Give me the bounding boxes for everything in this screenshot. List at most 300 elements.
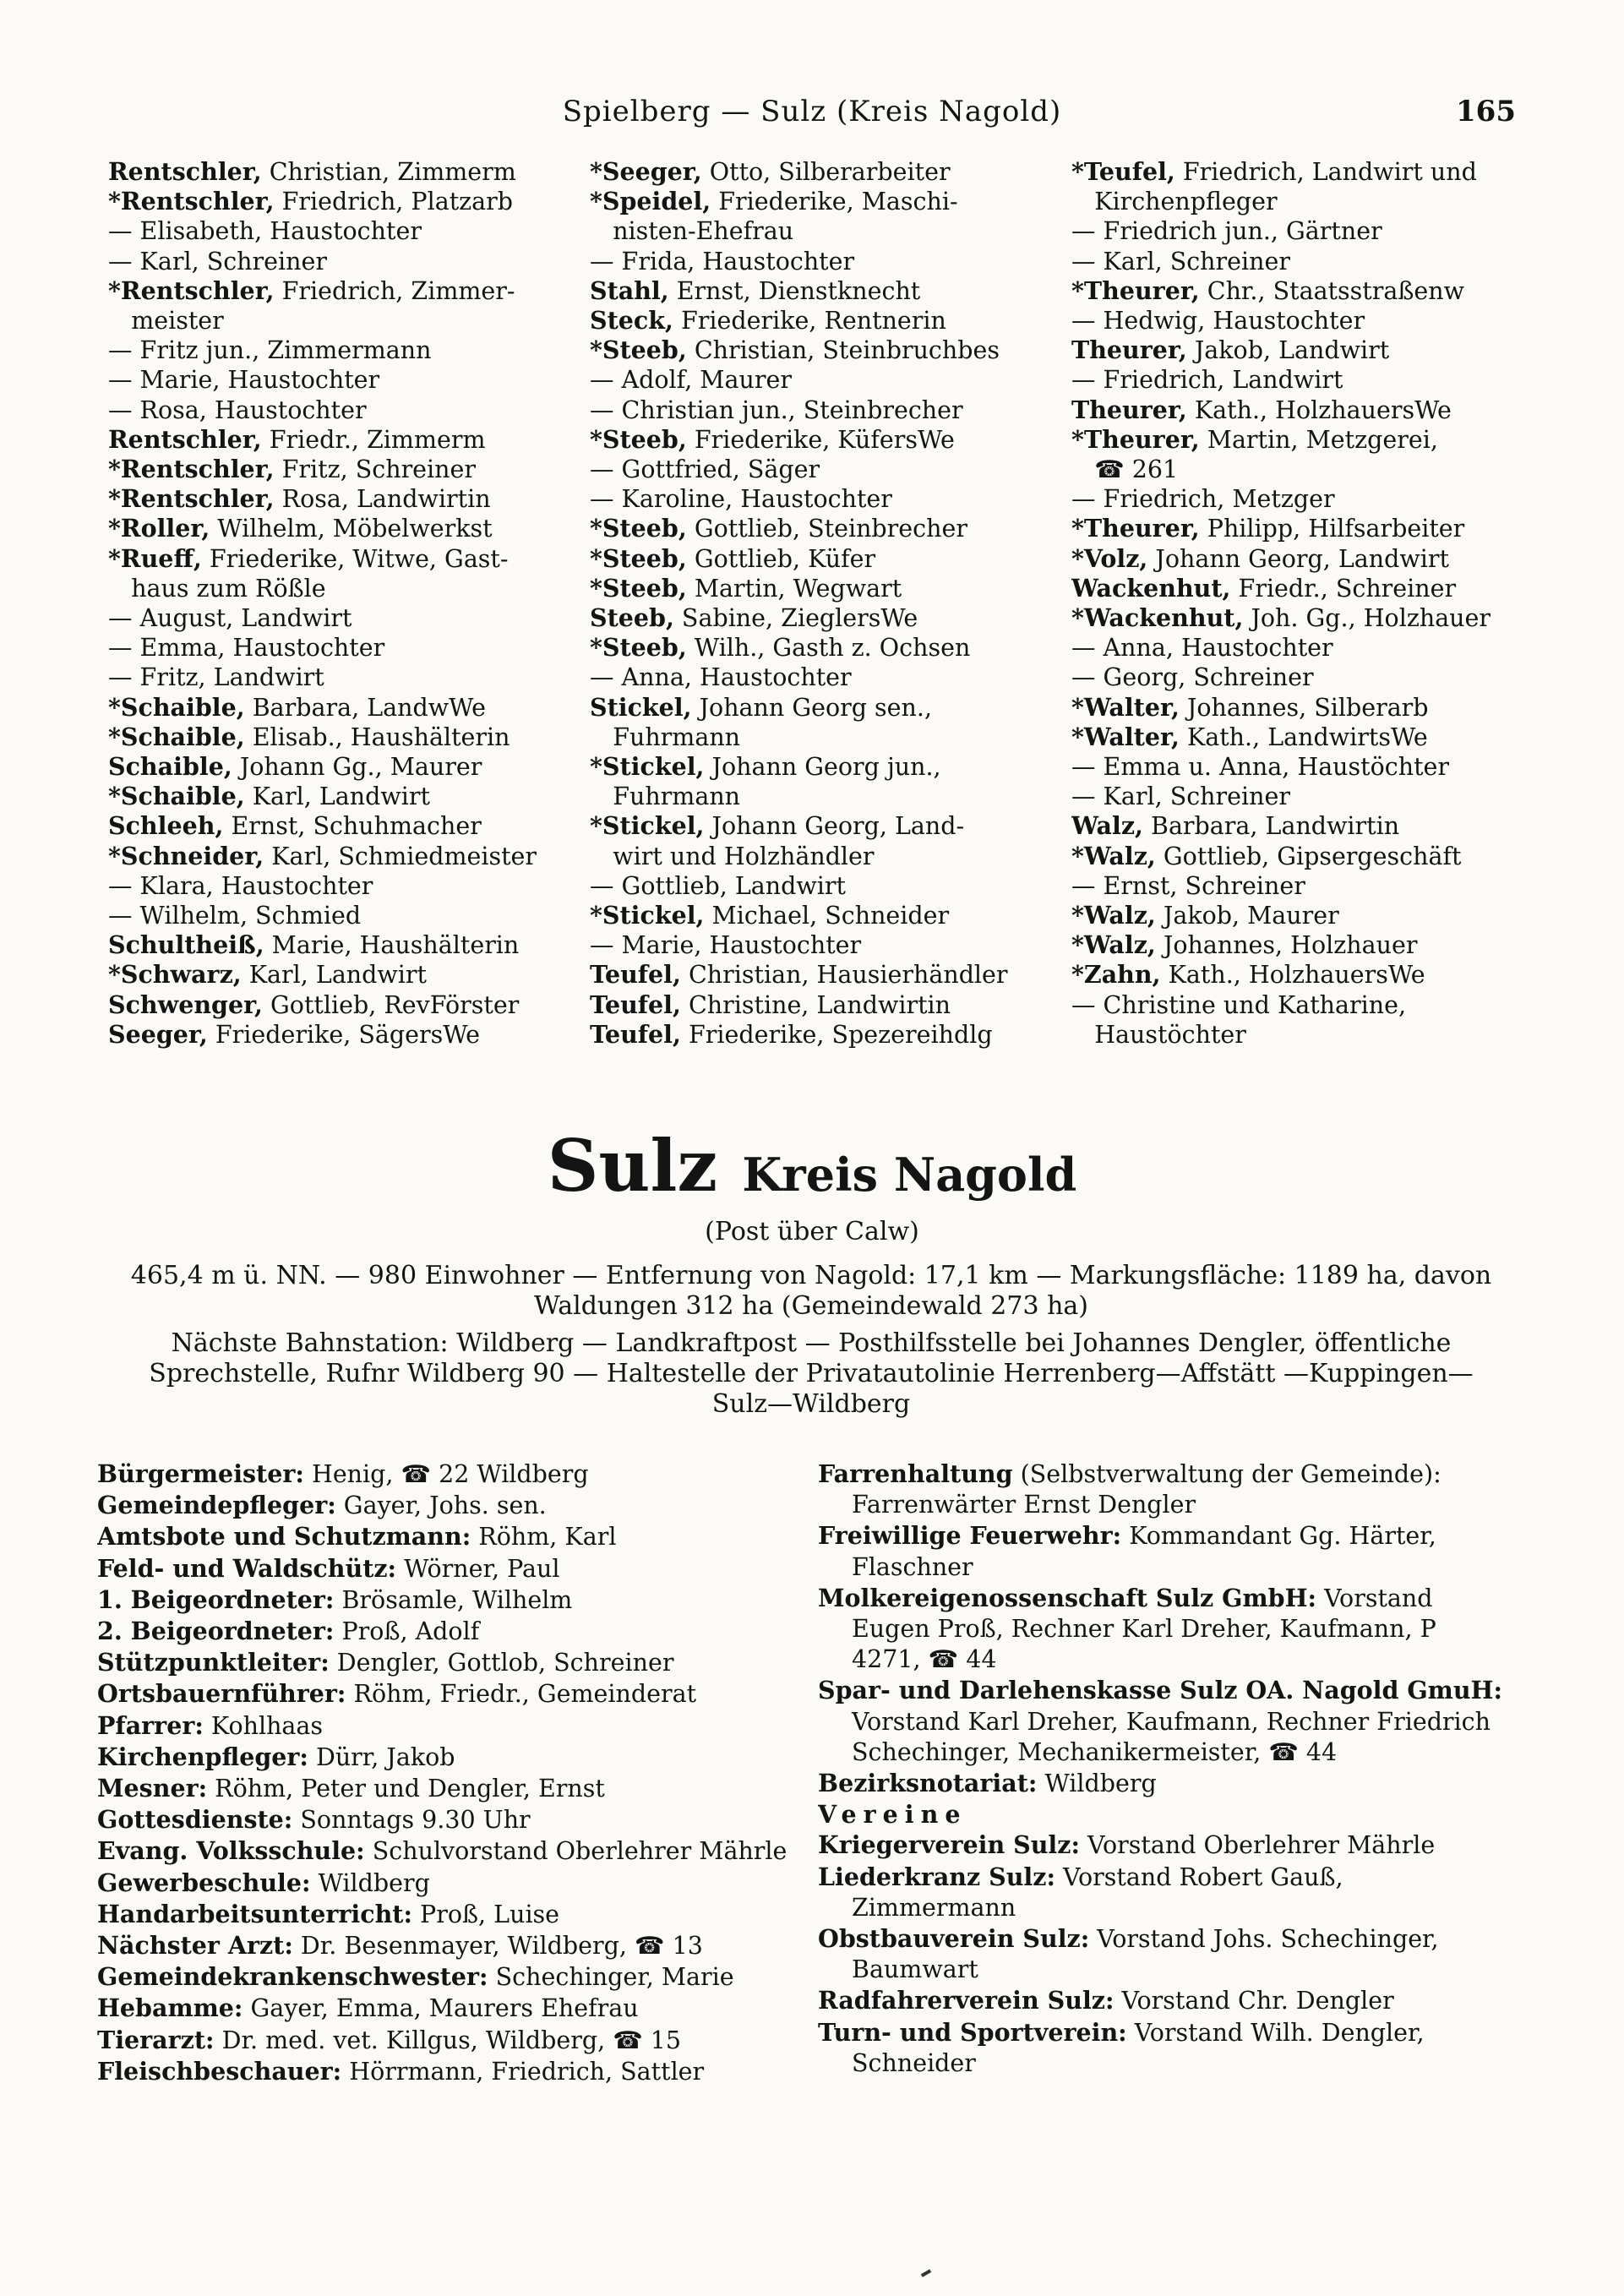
resident-entry: [1071, 573, 1528, 603]
resident-entry: [108, 543, 564, 574]
resident-entry: [108, 247, 564, 276]
resident-entry-text: Friedrich, Zimmer-: [274, 276, 515, 305]
verein-entry-text: Vorstand Johs. Schechinger, Baumwart: [852, 1925, 1439, 1984]
resident-entry-text: Jakob, Maurer: [1155, 902, 1339, 930]
resident-entry: [590, 275, 1046, 306]
organization-entry-name: Spar- und Darlehenskasse Sulz OA. Nagold GmuH:: [818, 1676, 1502, 1705]
official-entry: [97, 1868, 798, 1899]
resident-entry-text: Martin, Wegwart: [686, 574, 902, 603]
resident-entry: [590, 811, 1046, 841]
verein-entry-text: Vorstand Robert Gauß, Zimmermann: [852, 1862, 1343, 1922]
page-number: 165: [1456, 95, 1516, 128]
official-entry: [97, 1710, 798, 1742]
official-entry-text: Brösamle, Wilhelm: [334, 1585, 573, 1614]
resident-entry: [590, 752, 1046, 782]
official-entry-text: Wörner, Paul: [396, 1554, 560, 1583]
resident-entry-text: Kath., LandwirtsWe: [1179, 723, 1428, 751]
section-info: [127, 1261, 1496, 1420]
resident-entry-name: *Walz,: [1071, 841, 1156, 870]
resident-entry-name: Schleeh,: [108, 811, 224, 841]
resident-entry-name: *Schaible,: [108, 782, 245, 811]
organization-entry-text: Wildberg: [1037, 1770, 1157, 1798]
resident-entry: [590, 424, 1046, 455]
official-entry: [97, 1490, 798, 1521]
official-entry: [97, 1930, 798, 1961]
resident-entry: [108, 871, 564, 901]
resident-entry-text: — Marie, Haustochter: [108, 366, 380, 395]
official-entry-text: Gayer, Johs. sen.: [335, 1492, 547, 1520]
resident-entry-name: Stickel,: [590, 692, 692, 722]
resident-entry: [590, 960, 1046, 990]
organization-entry-name: Molkereigenossenschaft Sulz GmbH:: [818, 1583, 1317, 1612]
resident-entry-name: Seeger,: [108, 1019, 208, 1049]
resident-entry-text: Johann Georg sen.,: [691, 693, 933, 722]
resident-list: [108, 157, 1528, 1061]
official-entry-text: Schechinger, Marie: [488, 1963, 734, 1992]
resident-column-1: [108, 157, 564, 1061]
official-entry: [97, 1993, 798, 2024]
official-entry-text: Kohlhaas: [203, 1711, 324, 1740]
resident-entry-text: — Christian jun., Steinbrecher: [590, 395, 963, 424]
resident-entry: [590, 723, 1046, 752]
resident-entry-name: *Steeb,: [590, 633, 687, 663]
resident-entry-text: Gottlieb, Gipsergeschäft: [1155, 842, 1462, 870]
resident-entry-name: *Volz,: [1071, 543, 1148, 573]
resident-entry-text: Kath., HolzhauersWe: [1186, 395, 1452, 424]
verein-entry-name: Liederkranz Sulz:: [818, 1862, 1055, 1891]
resident-entry-text: Friederike, Spezereihdlg: [680, 1020, 993, 1049]
resident-entry: [1071, 692, 1528, 723]
resident-entry-text: Fuhrmann: [590, 783, 741, 811]
resident-entry: [1071, 514, 1528, 543]
resident-entry: [1071, 247, 1528, 276]
resident-entry-text: Barbara, LandwWe: [244, 693, 487, 722]
official-entry-name: Gewerbeschule:: [97, 1868, 311, 1897]
section-title-sub: Kreis Nagold: [742, 1148, 1077, 1202]
official-entry: [97, 1804, 798, 1835]
official-entry-text: Hörrmann, Friedrich, Sattler: [341, 2057, 705, 2086]
resident-entry: [1071, 455, 1528, 484]
official-entry-name: Kirchenpfleger:: [97, 1742, 308, 1771]
verein-entry: [818, 2017, 1511, 2079]
official-entry-name: Evang. Volksschule:: [97, 1836, 365, 1866]
resident-entry: [1071, 1020, 1528, 1050]
resident-entry: [590, 603, 1046, 633]
official-entry: [97, 1647, 798, 1678]
resident-entry: [1071, 306, 1528, 335]
official-entry-text: Proß, Luise: [411, 1900, 560, 1928]
official-entry-name: Bürgermeister:: [97, 1459, 304, 1488]
resident-entry-text: — Wilhelm, Schmied: [108, 902, 362, 930]
resident-entry-name: *Stickel,: [590, 752, 705, 782]
verein-entry-name: Turn- und Sportverein:: [818, 2017, 1127, 2047]
resident-entry: [1071, 424, 1528, 455]
resident-entry-name: *Steeb,: [590, 424, 687, 454]
section-post-note: (Post über Calw): [705, 1217, 919, 1246]
resident-entry-name: Teufel,: [590, 990, 681, 1019]
official-entry-name: Ortsbauernführer:: [97, 1679, 346, 1709]
resident-entry: [1071, 187, 1528, 216]
officials-list: [97, 1459, 798, 2177]
resident-entry-name: *Theurer,: [1071, 424, 1200, 454]
resident-entry-text: Fuhrmann: [590, 723, 741, 751]
resident-entry: [108, 187, 564, 216]
verein-entry-name: Kriegerverein Sulz:: [818, 1830, 1080, 1860]
official-entry-name: Feld- und Waldschütz:: [97, 1553, 397, 1583]
resident-entry-text: — Gottlieb, Landwirt: [590, 871, 846, 900]
resident-entry: [108, 306, 564, 335]
official-entry: [97, 1459, 798, 1490]
official-entry-name: Gemeindekrankenschwester:: [97, 1962, 488, 1992]
resident-entry-text: — Elisabeth, Haustochter: [108, 217, 422, 246]
resident-entry-text: Kath., HolzhauersWe: [1160, 961, 1425, 990]
resident-entry-text: Haustöchter: [1071, 1020, 1246, 1049]
resident-entry-text: Jakob, Landwirt: [1186, 336, 1390, 365]
resident-entry-text: Christian, Steinbruchbes: [686, 336, 1000, 365]
resident-entry-name: *Steeb,: [590, 335, 687, 365]
resident-entry-name: *Seeger,: [590, 157, 702, 186]
resident-entry-name: *Steeb,: [590, 573, 687, 603]
resident-entry-text: — Anna, Haustochter: [1071, 634, 1333, 663]
organization-entry-text: Kommandant Gg. Härter, Flaschner: [852, 1522, 1436, 1581]
resident-entry-text: Elisab., Haushälterin: [244, 723, 510, 751]
resident-entry: [590, 187, 1046, 216]
official-entry: [97, 1678, 798, 1710]
resident-entry: [1071, 395, 1528, 425]
resident-entry: [1071, 901, 1528, 930]
resident-entry-text: meister: [108, 307, 224, 335]
official-entry-text: Röhm, Friedr., Gemeinderat: [346, 1680, 697, 1709]
official-entry-text: Dengler, Gottlob, Schreiner: [329, 1649, 674, 1677]
resident-entry-text: — Friedrich jun., Gärtner: [1071, 217, 1382, 246]
resident-entry: [590, 573, 1046, 603]
resident-entry-name: Walz,: [1071, 811, 1143, 841]
resident-entry: [590, 901, 1046, 930]
resident-entry-name: Steeb,: [590, 603, 674, 633]
resident-entry-name: *Zahn,: [1071, 960, 1161, 990]
resident-entry-name: Stahl,: [590, 275, 669, 305]
resident-entry-text: — Karl, Schreiner: [1071, 783, 1290, 811]
resident-entry-text: — Emma, Haustochter: [108, 634, 385, 663]
resident-entry-name: Schultheiß,: [108, 930, 264, 960]
resident-entry-name: Teufel,: [590, 1019, 681, 1049]
resident-entry: [590, 365, 1046, 395]
official-entry-text: Dürr, Jakob: [308, 1742, 455, 1771]
resident-entry: [1071, 663, 1528, 692]
resident-entry-text: Philipp, Hilfsarbeiter: [1199, 515, 1465, 543]
resident-entry: [1071, 157, 1528, 187]
resident-entry: [590, 1019, 1046, 1050]
resident-entry-text: — Marie, Haustochter: [590, 931, 862, 960]
resident-entry-name: *Rentschler,: [108, 275, 275, 305]
resident-entry-text: — Klara, Haustochter: [108, 871, 373, 900]
resident-entry: [590, 990, 1046, 1020]
resident-entry-text: Karl, Schmiedmeister: [264, 842, 537, 870]
resident-entry-text: Michael, Schneider: [704, 902, 950, 930]
resident-entry-text: — Rosa, Haustochter: [108, 395, 367, 424]
resident-entry-text: wirt und Holzhändler: [590, 842, 875, 870]
resident-entry-text: — Karl, Schreiner: [108, 247, 327, 275]
resident-entry: [1071, 752, 1528, 782]
official-entry: [97, 1521, 798, 1552]
resident-entry-text: Friederike, Maschi-: [711, 188, 958, 216]
resident-entry-text: Friederike, Witwe, Gast-: [201, 544, 509, 573]
resident-entry-text: — Karoline, Haustochter: [590, 485, 892, 514]
official-entry-name: Amtsbote und Schutzmann:: [97, 1522, 471, 1552]
resident-entry-name: *Rentschler,: [108, 484, 275, 514]
official-entry: [97, 1899, 798, 1930]
resident-entry-name: *Rueff,: [108, 543, 202, 573]
official-entry-name: Pfarrer:: [97, 1710, 204, 1740]
resident-entry: [108, 692, 564, 723]
official-entry-text: Gayer, Emma, Maurers Ehefrau: [243, 1994, 639, 2023]
resident-entry-text: Friedrich, Platzarb: [274, 188, 514, 216]
resident-entry-name: Schaible,: [108, 752, 232, 782]
official-entry-text: Röhm, Karl: [471, 1523, 617, 1552]
resident-entry-name: *Speidel,: [590, 187, 711, 216]
resident-entry-name: *Stickel,: [590, 811, 705, 841]
resident-column-3: [1071, 157, 1528, 1061]
resident-entry: [1071, 603, 1528, 633]
organization-entry: [818, 1520, 1511, 1582]
resident-entry-text: Johann Georg, Landwirt: [1147, 544, 1449, 573]
resident-entry-text: Martin, Metzgerei,: [1199, 425, 1438, 454]
resident-entry: [1071, 335, 1528, 365]
resident-entry-name: Teufel,: [590, 960, 681, 990]
resident-entry-text: Ernst, Dienstknecht: [668, 276, 921, 305]
resident-entry: [1071, 782, 1528, 811]
resident-entry: [590, 306, 1046, 335]
resident-entry: [1071, 484, 1528, 514]
resident-entry: [108, 960, 564, 990]
resident-entry: [108, 574, 564, 603]
organizations-list: [818, 1459, 1511, 1799]
section-title: [0, 1124, 1624, 1217]
resident-entry-text: Johannes, Holzhauer: [1155, 931, 1418, 960]
organization-entry: [818, 1768, 1511, 1799]
resident-entry-text: — August, Landwirt: [108, 604, 352, 633]
official-entry: [97, 2025, 798, 2056]
resident-entry-name: *Rentschler,: [108, 455, 275, 484]
resident-entry: [108, 335, 564, 365]
resident-entry-text: Christian, Hausierhändler: [680, 961, 1008, 990]
resident-entry-text: — Christine und Katharine,: [1071, 990, 1407, 1019]
resident-entry: [108, 782, 564, 811]
organization-entry: [818, 1459, 1511, 1520]
resident-entry-name: *Stickel,: [590, 901, 705, 930]
resident-entry-text: — Gottfried, Säger: [590, 455, 820, 484]
resident-entry-name: Rentschler,: [108, 424, 262, 454]
resident-entry: [590, 514, 1046, 543]
verein-entry-text: Vorstand Chr. Dengler: [1114, 1987, 1394, 2015]
resident-entry-name: *Theurer,: [1071, 275, 1200, 305]
resident-entry-text: Gottlieb, RevFörster: [262, 990, 520, 1019]
resident-entry: [108, 1019, 564, 1050]
resident-entry-text: Christian, Zimmerm: [261, 158, 516, 186]
resident-entry-name: Steck,: [590, 306, 673, 335]
official-entry: [97, 1961, 798, 1993]
official-entry-name: Gemeindepfleger:: [97, 1491, 336, 1520]
resident-entry-name: *Walz,: [1071, 930, 1156, 960]
resident-entry-text: Sabine, ZieglersWe: [673, 604, 918, 633]
organization-entry: [818, 1583, 1511, 1676]
resident-entry-text: Wilhelm, Möbelwerkst: [210, 515, 493, 543]
resident-entry-name: Theurer,: [1071, 395, 1187, 424]
resident-entry: [108, 930, 564, 960]
verein-entry-name: Obstbauverein Sulz:: [818, 1924, 1090, 1954]
resident-entry: [108, 514, 564, 543]
resident-entry-text: — Friedrich, Metzger: [1071, 485, 1335, 514]
resident-entry-text: Gottlieb, Küfer: [686, 544, 876, 573]
resident-entry: [108, 365, 564, 395]
resident-entry: [1071, 216, 1528, 246]
official-entry-name: 2. Beigeordneter:: [97, 1617, 335, 1646]
organization-entry-text: (Selbstverwaltung der Gemeinde): Farrenwärter Ernst Dengler: [852, 1460, 1441, 1519]
resident-entry-text: — Karl, Schreiner: [1071, 247, 1290, 275]
resident-entry: [590, 543, 1046, 574]
resident-entry-text: — Frida, Haustochter: [590, 247, 855, 275]
resident-entry: [108, 722, 564, 752]
resident-entry: [108, 484, 564, 514]
resident-entry: [590, 157, 1046, 187]
resident-entry-text: Karl, Landwirt: [241, 961, 427, 990]
official-entry-name: Stützpunktleiter:: [97, 1648, 330, 1677]
resident-entry: [108, 990, 564, 1020]
vereine-heading: Vereine: [818, 1800, 967, 1830]
page-header: [0, 95, 1624, 145]
resident-entry-text: Johann Georg, Land-: [704, 812, 965, 841]
resident-entry: [590, 842, 1046, 871]
resident-entry-name: Wackenhut,: [1071, 573, 1231, 603]
resident-entry-text: Otto, Silberarbeiter: [701, 158, 951, 186]
verein-entry: [818, 1862, 1511, 1923]
official-entry-name: Mesner:: [97, 1774, 208, 1803]
official-entry: [97, 2056, 798, 2087]
official-entry-name: Hebamme:: [97, 1993, 243, 2023]
resident-entry-text: — Georg, Schreiner: [1071, 663, 1314, 692]
resident-entry-name: *Schneider,: [108, 841, 264, 870]
official-entry: [97, 1773, 798, 1804]
resident-entry-text: Johann Georg jun.,: [704, 753, 941, 782]
vereine-list: [818, 1830, 1511, 2079]
resident-entry: [1071, 365, 1528, 395]
resident-entry: [590, 216, 1046, 246]
resident-entry-text: Friederike, KüfersWe: [686, 425, 955, 454]
resident-entry: [108, 633, 564, 663]
print-mark: [921, 2269, 931, 2277]
official-entry: [97, 1553, 798, 1584]
resident-entry: [590, 247, 1046, 276]
resident-entry: [108, 455, 564, 484]
resident-entry: [1071, 633, 1528, 663]
resident-entry-text: — Adolf, Maurer: [590, 366, 792, 395]
resident-entry: [1071, 871, 1528, 901]
resident-entry-text: Gottlieb, Steinbrecher: [686, 515, 967, 543]
resident-entry-name: *Teufel,: [1071, 157, 1175, 186]
resident-entry-text: nisten-Ehefrau: [590, 217, 794, 246]
resident-entry-text: — Anna, Haustochter: [590, 663, 852, 692]
official-entry-text: Dr. med. vet. Killgus, Wildberg, ☎ 15: [214, 2026, 682, 2054]
resident-entry: [1071, 930, 1528, 960]
resident-entry-text: Johannes, Silberarb: [1179, 693, 1429, 722]
resident-entry: [108, 841, 564, 871]
resident-entry-text: Friedr., Schreiner: [1230, 574, 1457, 603]
organization-entry-name: Farrenhaltung: [818, 1459, 1013, 1488]
official-entry: [97, 1616, 798, 1647]
verein-entry: [818, 1985, 1511, 2016]
resident-entry: [108, 424, 564, 455]
resident-entry: [590, 663, 1046, 692]
resident-entry-name: *Schwarz,: [108, 960, 242, 990]
resident-entry-name: Schwenger,: [108, 990, 263, 1019]
resident-entry: [108, 811, 564, 841]
resident-entry-text: Fritz, Schreiner: [274, 455, 477, 484]
verein-entry: [818, 1923, 1511, 1985]
resident-entry: [1071, 811, 1528, 841]
resident-entry-text: Ernst, Schuhmacher: [223, 812, 482, 841]
official-entry-name: 1. Beigeordneter:: [97, 1584, 335, 1614]
resident-entry-text: Joh. Gg., Holzhauer: [1243, 604, 1491, 633]
resident-entry-text: Wilh., Gasth z. Ochsen: [686, 634, 971, 663]
resident-entry: [108, 603, 564, 633]
resident-entry-name: *Schaible,: [108, 722, 245, 751]
resident-entry-name: Theurer,: [1071, 335, 1187, 365]
resident-entry-text: — Fritz, Landwirt: [108, 663, 324, 692]
resident-entry: [1071, 990, 1528, 1020]
resident-entry-text: Friederike, Rentnerin: [673, 307, 946, 335]
resident-entry-text: Friedr., Zimmerm: [261, 425, 486, 454]
resident-entry-text: Friederike, SägersWe: [207, 1020, 481, 1049]
resident-entry-name: *Rentschler,: [108, 187, 275, 216]
resident-entry-text: Rosa, Landwirtin: [274, 485, 491, 514]
official-entry-text: Schulvorstand Oberlehrer Mährle: [364, 1837, 787, 1866]
resident-entry-text: Christine, Landwirtin: [680, 990, 951, 1019]
official-entry-text: Henig, ☎ 22 Wildberg: [303, 1460, 589, 1488]
resident-entry-text: Kirchenpfleger: [1071, 188, 1278, 216]
section-title-main: Sulz: [547, 1124, 718, 1208]
resident-entry-text: — Friedrich, Landwirt: [1071, 366, 1343, 395]
official-entry-name: Handarbeitsunterricht:: [97, 1899, 412, 1928]
resident-entry-name: *Walz,: [1071, 901, 1156, 930]
section-info-line-2: Nächste Bahnstation: Wildberg — Landkraftpost — Posthilfsstelle bei Johannes Dengler, öffentliche Sprechstelle, Rufnr Wildberg 90 — Haltestelle der Privatautolinie Herrenberg—Affstätt —Kuppingen—Sulz—Wildberg: [149, 1328, 1474, 1419]
organizations-block: [818, 1459, 1511, 2219]
official-entry-text: Wildberg: [310, 1868, 430, 1897]
official-entry-name: Gottesdienste:: [97, 1805, 293, 1835]
resident-entry: [108, 157, 564, 187]
official-entry: [97, 1584, 798, 1616]
resident-entry-name: Rentschler,: [108, 157, 262, 186]
resident-entry: [590, 335, 1046, 365]
resident-entry: [590, 484, 1046, 514]
official-entry-text: Röhm, Peter und Dengler, Ernst: [207, 1775, 605, 1803]
resident-entry: [1071, 543, 1528, 574]
verein-entry-text: Vorstand Wilh. Dengler, Schneider: [852, 2018, 1425, 2077]
resident-entry: [108, 395, 564, 425]
resident-entry-name: *Theurer,: [1071, 514, 1200, 543]
resident-entry: [590, 455, 1046, 484]
resident-entry-name: *Schaible,: [108, 692, 245, 722]
official-entry: [97, 1742, 798, 1773]
resident-entry-name: *Walter,: [1071, 722, 1180, 751]
resident-entry: [108, 752, 564, 782]
resident-entry: [108, 275, 564, 306]
resident-entry: [590, 633, 1046, 663]
resident-entry: [1071, 275, 1528, 306]
official-entry-text: Sonntags 9.30 Uhr: [292, 1806, 531, 1835]
organization-entry: [818, 1675, 1511, 1768]
resident-entry-text: — Ernst, Schreiner: [1071, 871, 1305, 900]
resident-entry-name: *Steeb,: [590, 514, 687, 543]
